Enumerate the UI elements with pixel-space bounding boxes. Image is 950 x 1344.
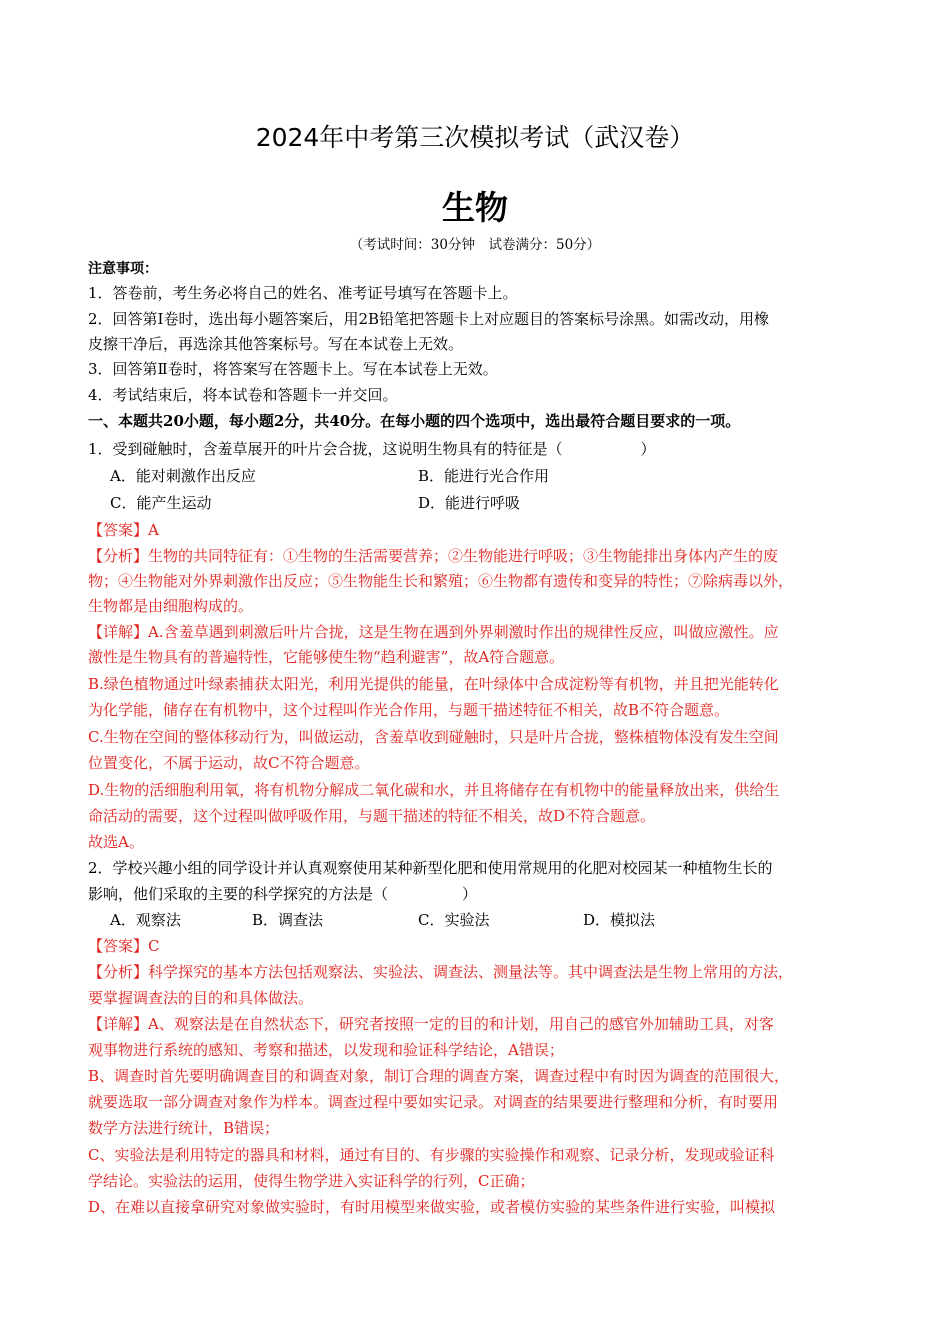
q2-detail-line: D、在难以直接拿研究对象做实验时，有时用模型来做实验，或者模仿实验的某些条件进行实验，叫模拟: [88, 1198, 776, 1216]
question-stem-end: ）: [462, 885, 478, 903]
question-stem-text: 影响，他们采取的主要的科学探究的方法是（: [88, 885, 389, 903]
q1-detail-line: B.绿色植物通过叶绿素捕获太阳光，利用光提供的能量，在叶绿体中合成淀粉等有机物，并且把光能转化: [88, 675, 779, 693]
question-stem-end: ）: [640, 440, 656, 458]
section-heading: 一、本题共20小题，每小题2分，共40分。在每小题的四个选项中，选出最符合题目要求的一项。: [88, 412, 741, 430]
q2-option-d: D．模拟法: [583, 911, 656, 929]
q1-answer: 【答案】A: [88, 521, 159, 539]
q2-detail-line: 观事物进行系统的感知、考察和描述，以发现和验证科学结论，A错误；: [88, 1041, 564, 1059]
q1-detail-line: 为化学能，储存在有机物中，这个过程叫作光合作用，与题干描述特征不相关，故B不符合题意。: [88, 701, 730, 719]
q1-option-c: C．能产生运动: [110, 494, 212, 512]
page-title: 2024年中考第三次模拟考试（武汉卷）: [255, 123, 695, 152]
q2-detail-line: B、调查时首先要明确调查目的和调查对象，制订合理的调查方案，调查过程中有时因为调查的范围很大，: [88, 1067, 790, 1085]
question-stem-text: 1．受到碰触时，含羞草展开的叶片会合拢，这说明生物具有的特征是（: [88, 440, 563, 458]
q1-detail-line: 故选A。: [88, 833, 144, 851]
q2-detail-line: 学结论。实验法的运用，使得生物学进入实证科学的行列，C正确；: [88, 1172, 535, 1190]
q2-detail-line: 【详解】A、观察法是在自然状态下，研究者按照一定的目的和计划，用自己的感官外加辅助工具，对客: [88, 1015, 774, 1033]
q1-detail-line: 位置变化，不属于运动，故C不符合题意。: [88, 754, 370, 772]
q1-detail-line: C.生物在空间的整体移动行为，叫做运动，含羞草收到碰触时，只是叶片合拢，整株植物体没有发生空间: [88, 728, 779, 746]
q1-option-a: A．能对刺激作出反应: [110, 467, 256, 485]
q2-answer: 【答案】C: [88, 937, 160, 955]
q2-option-a: A．观察法: [110, 911, 181, 929]
note-item: 皮擦干净后，再选涂其他答案标号。写在本试卷上无效。: [88, 335, 464, 353]
q1-detail-line: 命活动的需要，这个过程叫做呼吸作用，与题干描述的特征不相关，故D不符合题意。: [88, 807, 656, 825]
q2-analysis-line: 【分析】科学探究的基本方法包括观察法、实验法、调查法、测量法等。其中调查法是生物上常用的方法，: [88, 963, 794, 981]
exam-info: （考试时间：30分钟 试卷满分：50分）: [349, 237, 601, 253]
q1-detail-line: 【详解】A.含羞草遇到刺激后叶片合拢，这是生物在遇到外界刺激时作出的规律性反应，叫做应激性。应: [88, 623, 779, 641]
notes-heading: 注意事项：: [88, 261, 158, 277]
note-item: 2．回答第Ⅰ卷时，选出每小题答案后，用2B铅笔把答题卡上对应题目的答案标号涂黑。如需改动，用橡: [88, 310, 770, 328]
q1-analysis-line: 生物都是由细胞构成的。: [88, 597, 254, 615]
q2-option-b: B．调查法: [252, 911, 324, 929]
note-item: 1．答卷前，考生务必将自己的姓名、准考证号填写在答题卡上。: [88, 284, 518, 302]
note-item: 3．回答第Ⅱ卷时，将答案写在答题卡上。写在本试卷上无效。: [88, 360, 498, 378]
q1-option-b: B．能进行光合作用: [418, 467, 550, 485]
q1-option-d: D．能进行呼吸: [418, 494, 521, 512]
q2-detail-line: 就要选取一部分调查对象作为样本。调查过程中要如实记录。对调查的结果要进行整理和分析，有时要用: [88, 1093, 779, 1111]
q2-analysis-line: 要掌握调查法的目的和具体做法。: [88, 989, 314, 1007]
q1-analysis-line: 物；④生物能对外界刺激作出反应；⑤生物能生长和繁殖；⑥生物都有遗传和变异的特性；⑦除病毒以外，: [88, 572, 794, 590]
subject-title: 生物: [442, 188, 508, 227]
question-1-stem: [88, 440, 868, 458]
note-item: 4．考试结束后，将本试卷和答题卡一并交回。: [88, 386, 398, 404]
q2-detail-line: C、实验法是利用特定的器具和材料，通过有目的、有步骤的实验操作和观察、记录分析，发现或验证科: [88, 1146, 775, 1164]
question-2-stem-line: 2．学校兴趣小组的同学设计并认真观察使用某种新型化肥和使用常规用的化肥对校园某一种植物生长的: [88, 859, 773, 877]
q1-analysis-line: 【分析】生物的共同特征有：①生物的生活需要营养；②生物能进行呼吸；③生物能排出身体内产生的废: [88, 547, 779, 565]
question-2-stem-line: [88, 885, 868, 903]
q2-detail-line: 数学方法进行统计，B错误；: [88, 1119, 280, 1137]
q1-detail-line: 激性是生物具有的普遍特性，它能够使生物“趋利避害”，故A符合题意。: [88, 648, 565, 666]
q2-option-c: C．实验法: [418, 911, 490, 929]
q1-detail-line: D.生物的活细胞利用氧，将有机物分解成二氧化碳和水，并且将储存在有机物中的能量释放出来，供给生: [88, 781, 780, 799]
